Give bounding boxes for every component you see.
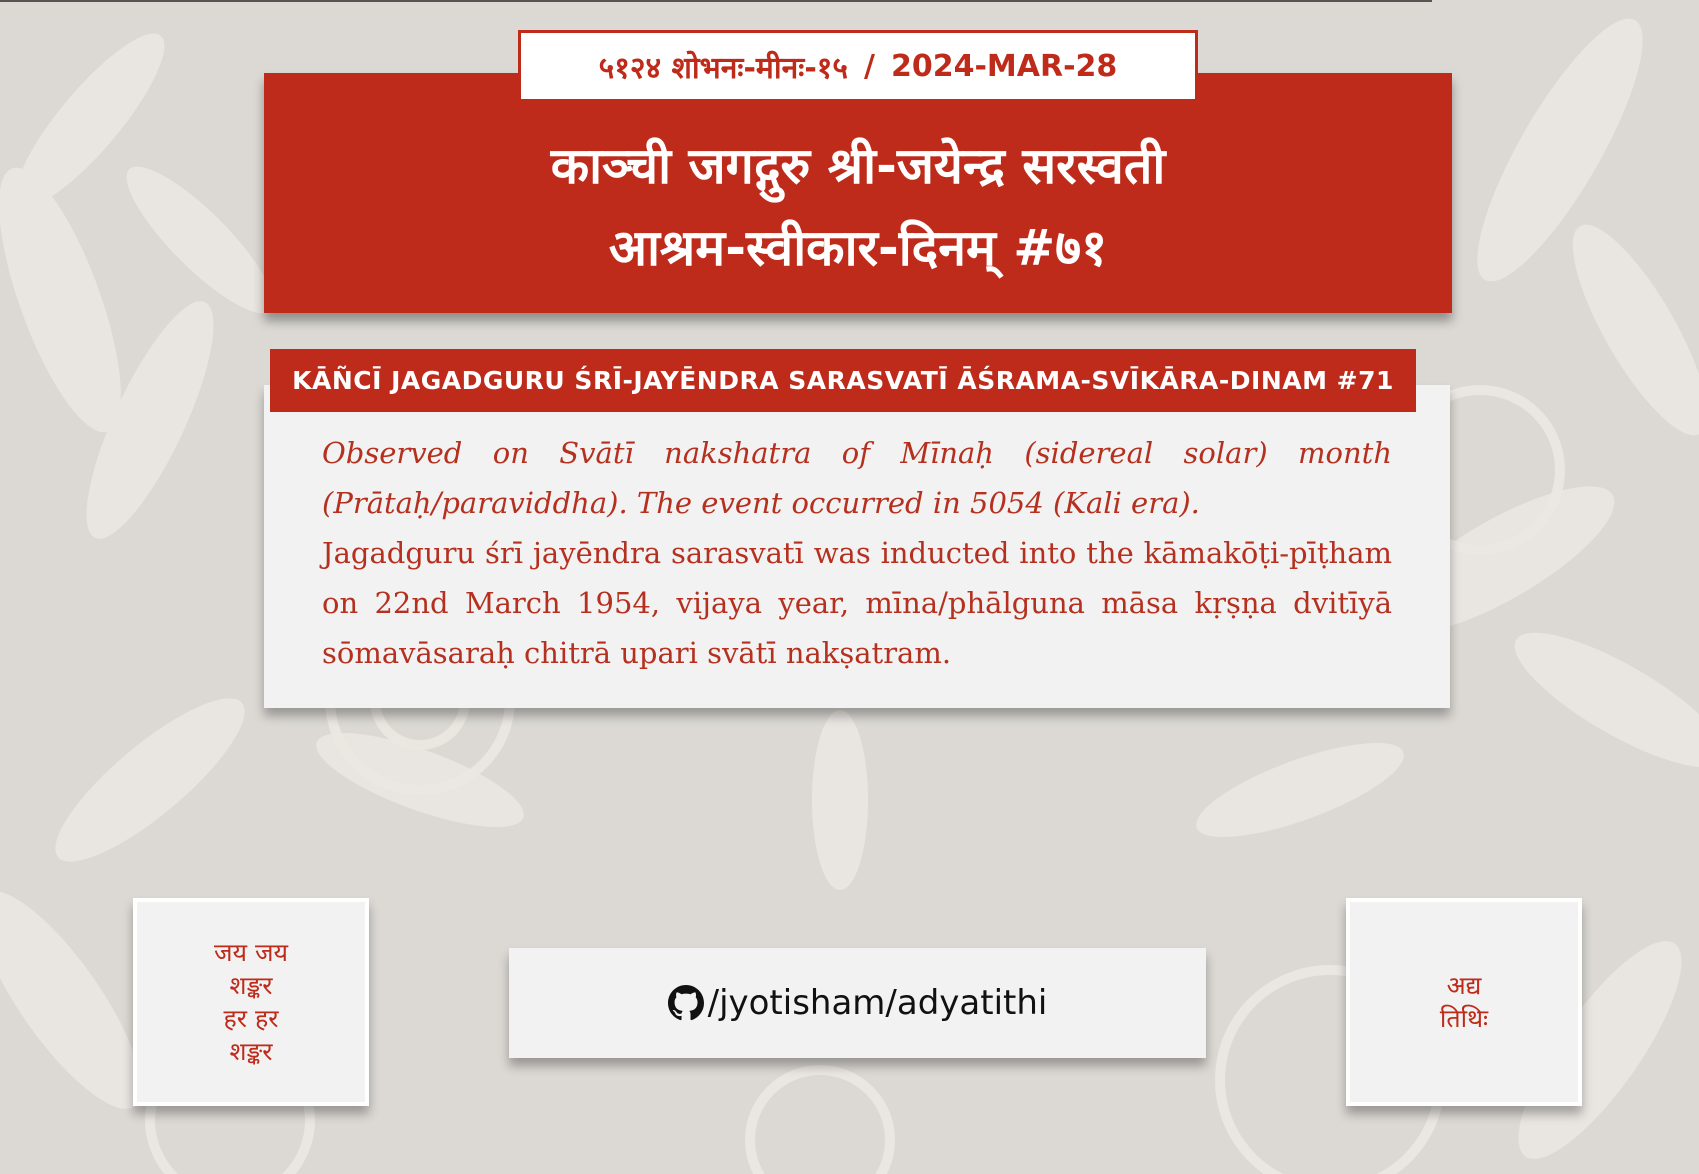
jaya-shankara-box xyxy=(133,898,369,1106)
right-box-line: तिथिः xyxy=(1439,1004,1489,1033)
description-text: Jagadguru śrī jayēndra sarasvatī was inducted into the kāmakōṭi-pīṭham on 22nd March 1954, vijaya year, mīna/phālguna māsa kṛṣṇa dvitīyā sōmavāsaraḥ chitrā upari svātī nakṣatram. xyxy=(322,536,1392,670)
github-link[interactable] xyxy=(509,948,1206,1058)
github-icon xyxy=(668,985,704,1021)
top-rule xyxy=(0,0,1432,2)
observance-text: Observed on Svātī nakshatra of Mīnaḥ (sidereal solar) month (Prātaḥ/paraviddha). The event occurred in 5054 (Kali era). xyxy=(322,436,1392,520)
title-line-2: आश्रम-स्वीकार-दिनम् #७१ xyxy=(608,219,1108,277)
card-body xyxy=(322,428,1392,678)
devanagari-date: ५१२४ शोभनः-मीनः-१५ xyxy=(598,50,849,86)
title-line-1: काञ्ची जगद्गुरु श्री-जयेन्द्र सरस्वती xyxy=(550,137,1166,195)
card-heading: KĀÑCĪ JAGADGURU ŚRĪ-JAYĒNDRA SARASVATĪ ĀŚRAMA-SVĪKĀRA-DINAM #71 xyxy=(270,349,1416,412)
right-box-line: अद्य xyxy=(1446,971,1482,1000)
date-badge xyxy=(518,30,1198,102)
left-box-line: शङ्कर xyxy=(229,1037,273,1066)
left-box-line: शङ्कर xyxy=(229,971,273,1000)
github-link-text: /jyotisham/adyatithi xyxy=(707,983,1048,1023)
left-box-line: जय जय xyxy=(213,938,289,967)
gregorian-date: 2024-MAR-28 xyxy=(890,48,1118,84)
date-separator: / xyxy=(864,48,875,84)
left-box-line: हर हर xyxy=(223,1004,279,1033)
adya-tithi-box xyxy=(1346,898,1582,1106)
page-title xyxy=(264,125,1452,289)
